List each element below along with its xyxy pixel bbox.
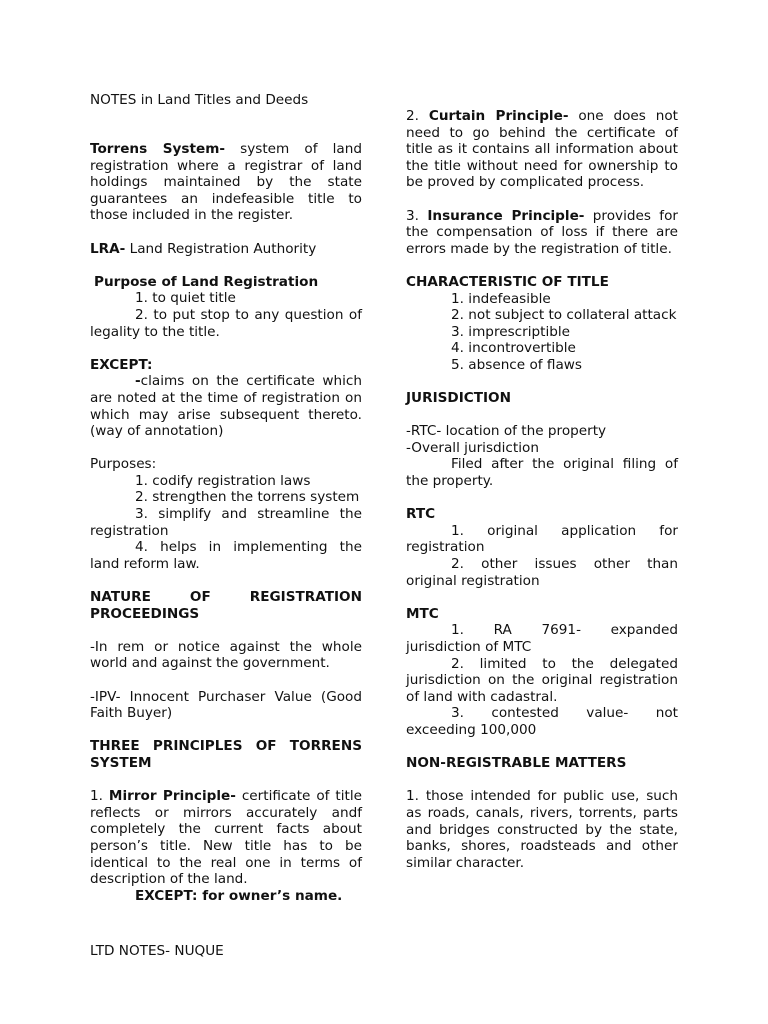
mirror-except-text: EXCEPT: for owner’s name. bbox=[135, 887, 343, 904]
non-registrable-item-1: 1. those intended for public use, such as roads, canals, rivers, torrents, parts and bridges constructed by the state, banks, shores, roadsteads and other similar character. bbox=[406, 788, 678, 871]
filed-note: Filed after the original filing of the property. bbox=[406, 456, 678, 490]
insurance-principle bbox=[406, 208, 678, 258]
mtc-heading-text: MTC bbox=[406, 605, 439, 622]
purposes-item-3: 3. simplify and streamline the registration bbox=[90, 506, 362, 539]
mtc-item-1: 1. RA 7691- expanded jurisdiction of MTC bbox=[406, 622, 678, 655]
rtc-item-2: 2. other issues other than original registration bbox=[406, 556, 678, 589]
mirror-principle bbox=[90, 788, 362, 888]
insurance-term: Insurance Principle- bbox=[427, 207, 585, 224]
jurisdiction-heading-text: JURISDICTION bbox=[406, 390, 511, 407]
characteristic-item-5: 5. absence of flaws bbox=[451, 356, 582, 373]
right-column bbox=[406, 108, 678, 871]
characteristic-item-1: 1. indefeasible bbox=[451, 290, 551, 307]
curtain-principle bbox=[406, 108, 678, 191]
left-column bbox=[90, 141, 362, 904]
jurisdiction-heading bbox=[406, 390, 678, 407]
lra-term: LRA- bbox=[90, 240, 126, 257]
rtc-item-1: 1. original application for registration bbox=[406, 522, 678, 556]
overall-jurisdiction: -Overall jurisdiction bbox=[406, 439, 539, 456]
insurance-number: 3. bbox=[406, 207, 428, 224]
purposes-item-4: 4. helps in implementing the land reform law. bbox=[90, 539, 362, 572]
characteristic-heading-text: CHARACTERISTIC OF TITLE bbox=[406, 273, 609, 290]
curtain-term: Curtain Principle- bbox=[428, 108, 569, 124]
in-rem-note: -In rem or notice against the whole world and against the government. bbox=[90, 638, 362, 672]
mtc-heading bbox=[406, 606, 678, 623]
document-title: NOTES in Land Titles and Deeds bbox=[90, 92, 309, 108]
purposes-item-2: 2. strengthen the torrens system bbox=[135, 489, 360, 506]
mirror-number: 1. bbox=[90, 788, 109, 805]
torrens-definition bbox=[90, 141, 362, 224]
except-heading-text: EXCEPT: bbox=[90, 356, 153, 373]
torrens-text: system of land registration where a registrar of land holdings maintained by the state guarantees an indefeasible title to those included in the register. bbox=[90, 141, 363, 224]
purpose-heading-text: Purpose of Land Registration bbox=[94, 273, 319, 290]
lra-text: Land Registration Authority bbox=[125, 240, 317, 257]
characteristic-item-4: 4. incontrovertible bbox=[451, 340, 576, 357]
purposes-item-1: 1. codify registration laws bbox=[135, 472, 311, 489]
except-dash: - bbox=[135, 373, 141, 390]
curtain-number: 2. bbox=[406, 108, 429, 124]
except-claims-text: claims on the certificate which are noted at the time of registration on which may arise subsequent thereto. (way of annotation) bbox=[90, 373, 362, 440]
three-principles-heading bbox=[90, 738, 362, 771]
non-registrable-heading-text: NON-REGISTRABLE MATTERS bbox=[406, 755, 627, 772]
purpose-heading bbox=[90, 274, 362, 291]
mirror-text: certificate of title reflects or mirrors accurately andf completely the current facts about person’s title. New title has to be identical to the real one in terms of description of the land. bbox=[90, 788, 362, 888]
non-registrable-heading bbox=[406, 755, 678, 772]
purpose-item-2: 2. to put stop to any question of legality to the title. bbox=[90, 306, 362, 340]
characteristic-item-3: 3. imprescriptible bbox=[451, 323, 571, 340]
characteristic-item-2: 2. not subject to collateral attack bbox=[451, 307, 677, 324]
rtc-heading-text: RTC bbox=[406, 506, 436, 523]
mtc-item-3: 3. contested value- not exceeding 100,000 bbox=[406, 705, 678, 738]
three-principles-heading-text: THREE PRINCIPLES OF TORRENS SYSTEM bbox=[90, 738, 362, 771]
purposes-label: Purposes: bbox=[90, 456, 157, 473]
except-heading bbox=[90, 357, 362, 374]
mirror-except bbox=[90, 888, 362, 905]
characteristic-heading bbox=[406, 274, 678, 291]
ipv-note: -IPV- Innocent Purchaser Value (Good Faith Buyer) bbox=[90, 688, 362, 722]
page-footer: LTD NOTES- NUQUE bbox=[90, 943, 224, 959]
rtc-location: -RTC- location of the property bbox=[406, 423, 607, 440]
purpose-item-1: 1. to quiet title bbox=[135, 290, 236, 307]
nature-heading bbox=[90, 589, 362, 622]
curtain-text: one does not need to go behind the certificate of title as it contains all information about the title without need for ownership to be proved by complicated process. bbox=[406, 108, 679, 191]
rtc-heading bbox=[406, 506, 678, 523]
except-claims bbox=[90, 373, 362, 439]
mirror-term: Mirror Principle- bbox=[108, 788, 236, 805]
nature-heading-text: NATURE OF REGISTRATION PROCEEDINGS bbox=[90, 589, 362, 622]
lra-definition bbox=[90, 241, 362, 258]
mtc-item-2: 2. limited to the delegated jurisdiction on the original registration of land with cadastral. bbox=[406, 655, 678, 705]
insurance-text: provides for the compensation of loss if there are errors made by the registration of title. bbox=[406, 207, 678, 257]
torrens-term: Torrens System- bbox=[90, 141, 226, 157]
